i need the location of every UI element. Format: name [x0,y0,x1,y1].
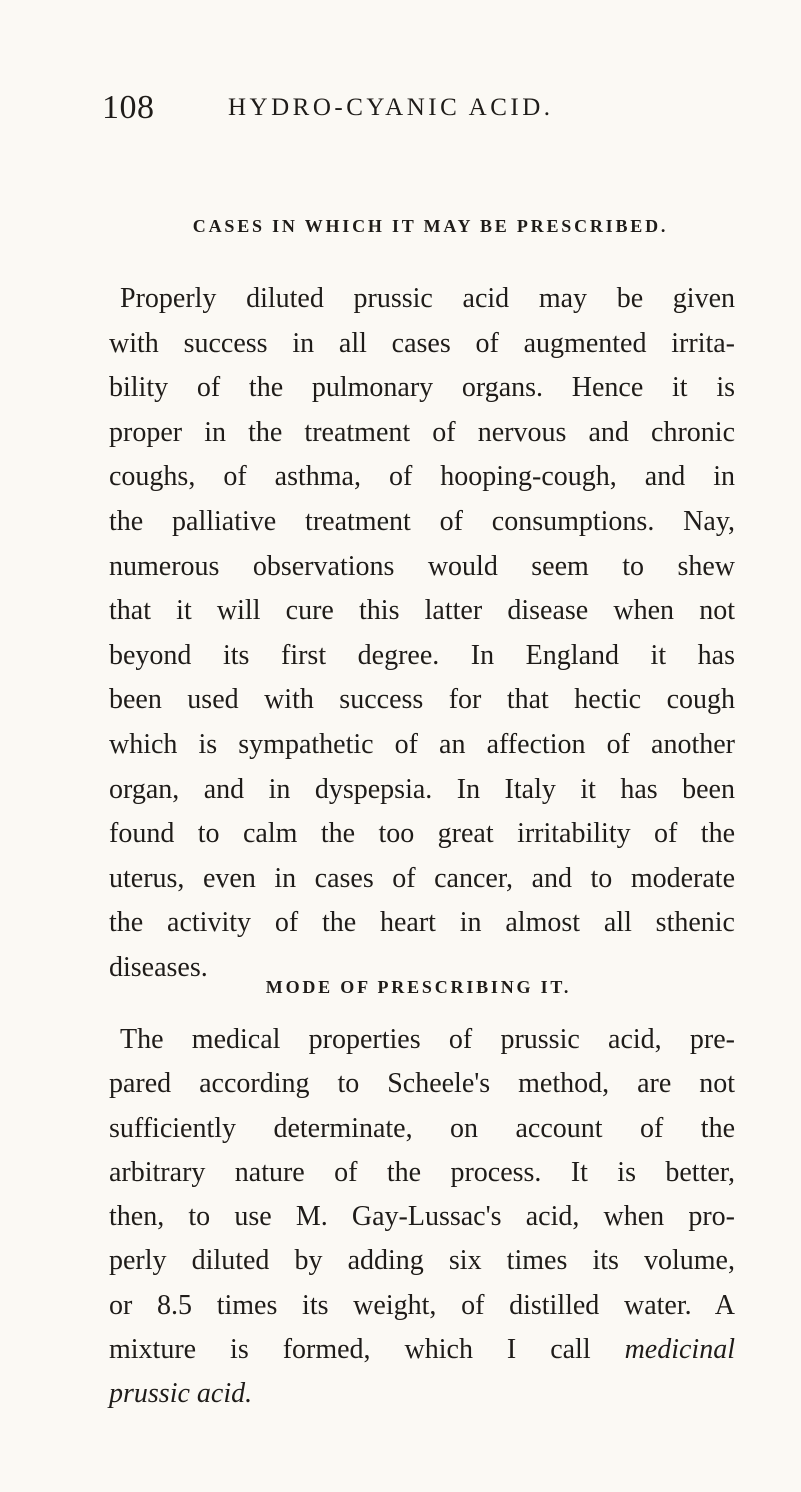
section-heading-mode: MODE OF PRESCRIBING IT. [265,976,572,997]
paragraph-cases [109,277,735,991]
text-line: numerous observations would seem to shew [109,550,735,582]
text-line: uterus, even in cases of cancer, and to moderate [109,862,735,894]
text-line: beyond its first degree. In England it has [109,639,735,671]
italic-term-medicinal: medicinal [624,1334,735,1366]
text-line: organ, and in dyspepsia. In Italy it has been [109,773,735,805]
paragraph-mode [109,1018,735,1417]
text-line: proper in the treatment of nervous and chronic [109,416,735,448]
text-line: found to calm the too great irritability of the [109,818,735,850]
italic-term-prussic-acid: prussic acid. [109,1378,253,1410]
text-line: sufficiently determinate, on account of the [109,1112,735,1144]
text-line: pared according to Scheele's method, are not [109,1068,735,1100]
text-line: coughs, of asthma, of hooping-cough, and in [109,461,735,493]
text-line: or 8.5 times its weight, of distilled water. A [109,1289,735,1321]
closing-line-prefix: mixture is formed, which I call [109,1334,591,1366]
text-line: Properly diluted prussic acid may be given [120,283,735,314]
text-line: that it will cure this latter disease when not [109,595,735,627]
text-line: diseases. [109,951,208,983]
text-line: then, to use M. Gay-Lussac's acid, when pro- [109,1201,735,1233]
text-line: the activity of the heart in almost all sthenic [109,907,735,939]
text-line: which is sympathetic of an affection of another [109,728,735,760]
text-line: bility of the pulmonary organs. Hence it is [109,372,735,404]
text-line-with-italic [109,1328,735,1372]
text-line: been used with success for that hectic cough [109,684,735,716]
running-title: HYDRO-CYANIC ACID. [228,94,554,121]
text-line: perly diluted by adding six times its volume, [109,1245,735,1277]
section-heading-cases: CASES IN WHICH IT MAY BE PRESCRIBED. [192,215,669,236]
page-number: 108 [102,89,155,126]
text-line: The medical properties of prussic acid, pre- [120,1024,735,1055]
text-line: arbitrary nature of the process. It is better, [109,1156,735,1188]
text-line-italic [109,1372,735,1416]
running-header [0,88,801,132]
text-line: with success in all cases of augmented irrita- [109,327,735,359]
text-line: the palliative treatment of consumptions. Nay, [109,505,735,537]
